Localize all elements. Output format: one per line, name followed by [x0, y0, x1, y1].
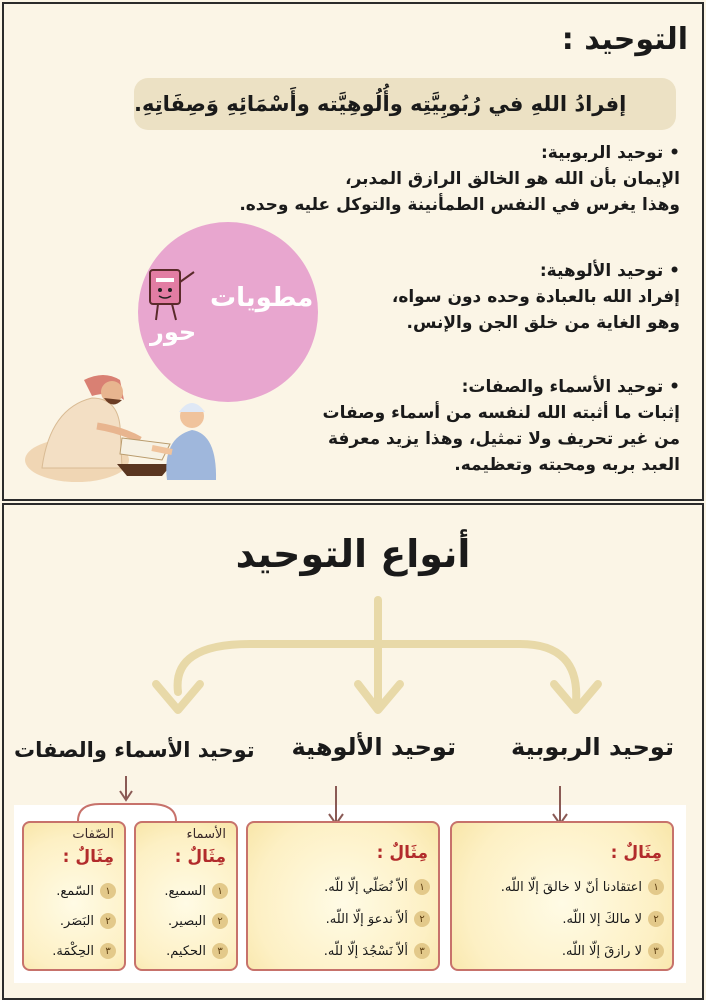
- section-line: وهو الغاية من خلق الجن والإنس.: [406, 313, 680, 333]
- section-line: إثبات ما أثبته الله لنفسه من أسماء وصفات: [322, 403, 680, 423]
- section-line: إفراد الله بالعبادة وحده دون سواه،: [391, 287, 680, 307]
- item-text: ألاّ نُصَلّي إلّا للّه.: [324, 879, 408, 895]
- section-line: العبد بربه ومحبته وتعظيمه.: [454, 455, 680, 475]
- page-title: التوحيد :: [561, 22, 688, 57]
- section-line: من غير تحريف ولا تمثيل، وهذا يزيد معرفة: [327, 429, 680, 449]
- number-badge: ٣: [100, 943, 116, 959]
- section-asma-sifat: [322, 374, 680, 478]
- number-badge: ١: [648, 879, 664, 895]
- number-badge: ١: [212, 883, 228, 899]
- list-item: [326, 911, 430, 927]
- section-heading: • توحيد الربوبية:: [540, 143, 680, 163]
- mithal-label: مِثَالٌ :: [610, 843, 662, 863]
- example-card-asma: [134, 821, 238, 971]
- item-text: الحكيم.: [166, 943, 206, 959]
- example-card-uluhiya: [246, 821, 440, 971]
- item-text: ألاّ ندعوَ إلّا اللّه.: [325, 911, 408, 927]
- list-item: [56, 883, 116, 899]
- number-badge: ٣: [212, 943, 228, 959]
- list-item: [562, 943, 664, 959]
- card-connectors: [0, 768, 706, 828]
- list-item: [52, 943, 116, 959]
- section-line: وهذا يغرس في النفس الطمأنينة والتوكل عليه وحده.: [239, 195, 680, 215]
- list-item: [164, 883, 228, 899]
- item-text: الحِكْمَة.: [52, 943, 94, 959]
- definition-highlight: [134, 78, 676, 130]
- list-item: [562, 911, 664, 927]
- item-text: لا مالكَ إلا اللّه.: [562, 911, 642, 927]
- mithal-label: مِثَالٌ :: [376, 843, 428, 863]
- item-text: السميع.: [164, 883, 206, 899]
- card-title: الأسماء: [186, 827, 226, 842]
- mithal-label: مِثَالٌ :: [174, 847, 226, 867]
- number-badge: ٣: [648, 943, 664, 959]
- branch-arrows-diagram: [0, 592, 706, 732]
- card-title: الصّفات: [72, 827, 114, 842]
- list-item: [168, 913, 228, 929]
- number-badge: ٢: [414, 911, 430, 927]
- item-text: اعتقادنا أنّ لا خالقَ إلّا اللّه.: [500, 879, 642, 895]
- item-text: البصير.: [168, 913, 206, 929]
- section-line: الإيمان بأن الله هو الخالق الرازق المدبر،: [345, 169, 680, 189]
- section-heading: • توحيد الألوهية:: [539, 261, 680, 281]
- list-item: [501, 879, 664, 895]
- number-badge: ٢: [212, 913, 228, 929]
- number-badge: ٢: [648, 911, 664, 927]
- types-title: أنواع التوحيد: [235, 532, 471, 576]
- section-rububiya: [239, 140, 680, 218]
- type-label-uluhiya: توحيد الألوهية: [291, 733, 456, 761]
- example-card-rububiya: [450, 821, 674, 971]
- number-badge: ٣: [414, 943, 430, 959]
- type-label-rububiya: توحيد الربوبية: [511, 733, 674, 761]
- number-badge: ١: [414, 879, 430, 895]
- number-badge: ٢: [100, 913, 116, 929]
- number-badge: ١: [100, 883, 116, 899]
- list-item: [166, 943, 228, 959]
- list-item: [324, 943, 430, 959]
- example-card-sifat: [22, 821, 126, 971]
- item-text: ألاّ نَسْجُدَ إلّا للّه.: [323, 943, 408, 959]
- item-text: البَصَر.: [59, 913, 94, 929]
- mithal-label: مِثَالٌ :: [62, 847, 114, 867]
- teacher-child-illustration: [22, 368, 222, 488]
- type-label-asma-sifat: توحيد الأسماء والصفات: [14, 738, 255, 762]
- watermark-subtext: حور: [150, 318, 197, 346]
- list-item: [324, 879, 430, 895]
- item-text: السّمع.: [56, 883, 94, 899]
- item-text: لا رازقَ إلّا اللّه.: [561, 943, 642, 959]
- section-uluhiya: [392, 258, 680, 336]
- watermark-text: مطويات: [210, 283, 314, 313]
- list-item: [60, 913, 116, 929]
- section-heading: • توحيد الأسماء والصفات:: [461, 377, 680, 397]
- definition-text: إفرادُ اللهِ في رُبُوبِيَّتِه وأُلُوهِيَّته وأَسْمَائِهِ وَصِفَاتِهِ.: [134, 92, 627, 116]
